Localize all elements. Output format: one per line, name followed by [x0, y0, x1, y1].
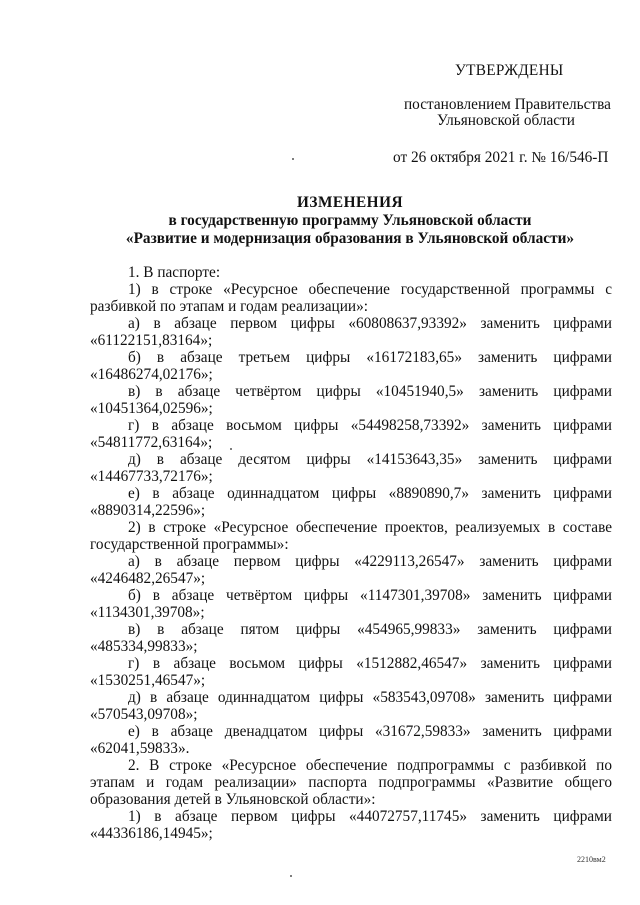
paragraph: 1) в абзаце первом цифры «44072757,11745» заменить цифрами «44336186,14945»;	[90, 808, 612, 842]
approved-label: УТВЕРЖДЕНЫ	[455, 62, 564, 79]
scan-speck	[292, 158, 294, 160]
scan-speck	[230, 448, 232, 450]
paragraph: г) в абзаце восьмом цифры «54498258,73392» заменить цифрами «54811772,63164»;	[90, 417, 612, 451]
paragraph: а) в абзаце первом цифры «60808637,93392» заменить цифрами «61122151,83164»;	[90, 315, 612, 349]
paragraph: г) в абзаце восьмом цифры «1512882,46547» заменить цифрами «1530251,46547»;	[90, 655, 612, 689]
paragraph: в) в абзаце четвёртом цифры «10451940,5» заменить цифрами «10451364,02596»;	[90, 383, 612, 417]
paragraph: 1. В паспорте:	[128, 264, 221, 281]
approved-by-line2: Ульяновской области	[437, 112, 575, 129]
document-title: ИЗМЕНЕНИЯ	[296, 194, 404, 211]
document-subtitle-line1: в государственную программу Ульяновской области	[168, 212, 532, 229]
paragraph: д) в абзаце десятом цифры «14153643,35» заменить цифрами «14467733,72176»;	[90, 451, 612, 485]
paragraph: б) в абзаце третьем цифры «16172183,65» заменить цифрами «16486274,02176»;	[90, 349, 612, 383]
document-code: 2210вм2	[577, 855, 606, 864]
paragraph: е) в абзаце двенадцатом цифры «31672,59833» заменить цифрами «62041,59833».	[90, 723, 612, 757]
document-body	[90, 264, 612, 842]
paragraph: 2. В строке «Ресурсное обеспечение подпрограммы с разбивкой по этапам и годам реализации» паспорта подпрограммы «Развитие общего образования детей в Ульяновской области»:	[90, 757, 612, 808]
document-subtitle-line2: «Развитие и модернизация образования в Ульяновской области»	[125, 230, 575, 247]
paragraph: а) в абзаце первом цифры «4229113,26547» заменить цифрами «4246482,26547»;	[90, 553, 612, 587]
scan-speck	[290, 875, 292, 877]
paragraph: б) в абзаце четвёртом цифры «1147301,39708» заменить цифрами «1134301,39708»;	[90, 587, 612, 621]
approved-by-line1: постановлением Правительства	[404, 96, 611, 113]
paragraph: 2) в строке «Ресурсное обеспечение проектов, реализуемых в составе государственной программы»:	[90, 519, 612, 553]
paragraph: в) в абзаце пятом цифры «454965,99833» заменить цифрами «485334,99833»;	[90, 621, 612, 655]
paragraph: 1) в строке «Ресурсное обеспечение государственной программы с разбивкой по этапам и годам реализации»:	[90, 281, 612, 315]
paragraph: д) в абзаце одиннадцатом цифры «583543,09708» заменить цифрами «570543,09708»;	[90, 689, 612, 723]
paragraph: е) в абзаце одиннадцатом цифры «8890890,7» заменить цифрами «8890314,22596»;	[90, 485, 612, 519]
approval-date-line: от 26 октября 2021 г. № 16/546-П	[393, 149, 609, 166]
